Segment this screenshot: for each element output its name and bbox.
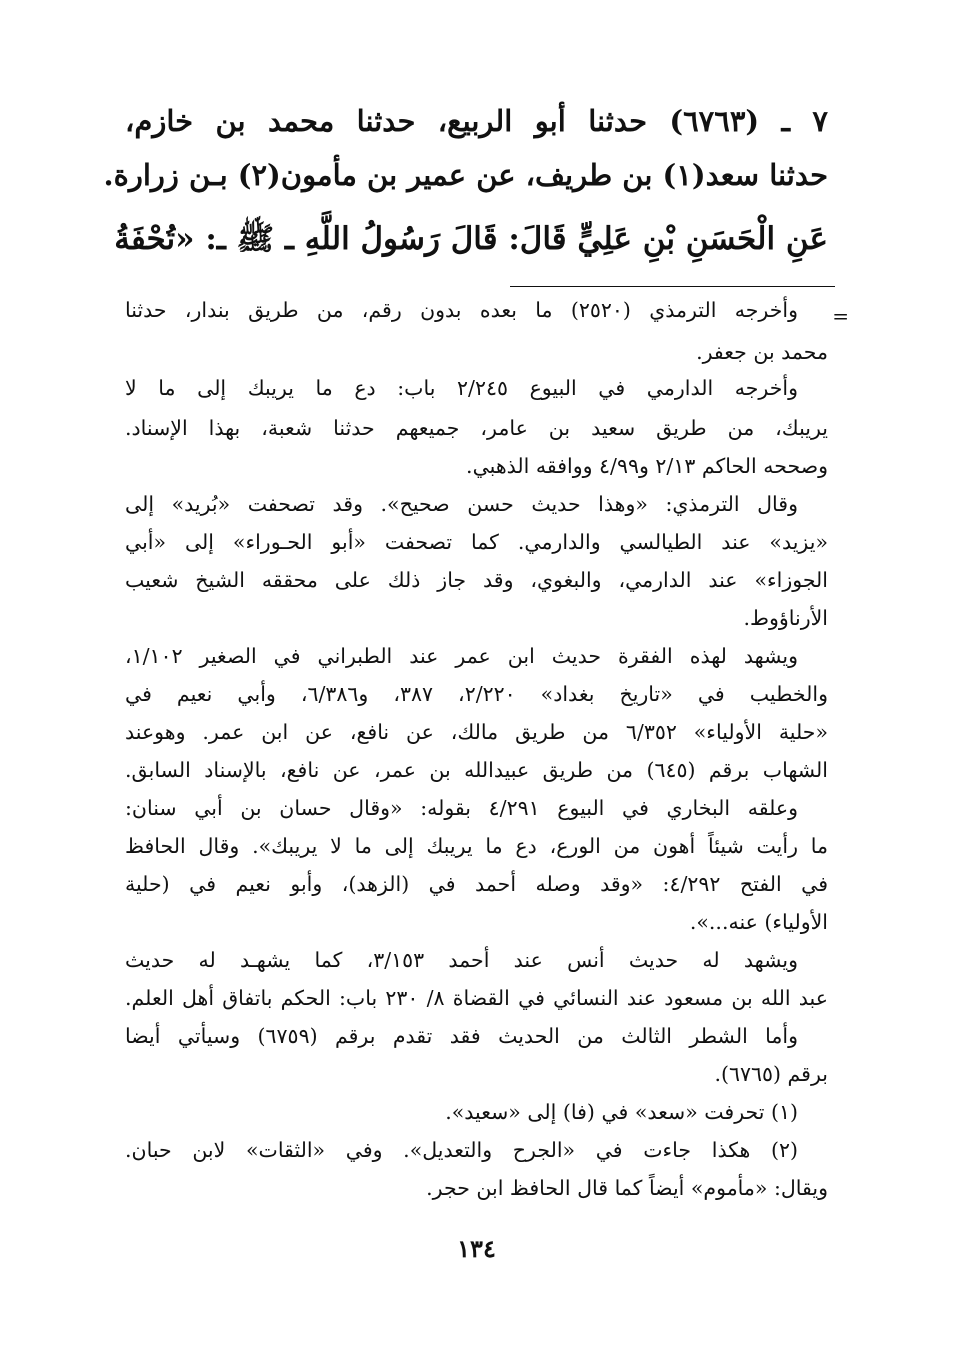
footnote-line: وقال الترمذي: «وهذا حديث حسن صحيح». وقد تصحفت «بُريد» إلى (125, 492, 798, 516)
footnote-line: يريبك، من طريق سعيد بن عامر، جميعهم حدثنا شعبة، بهذا الإسناد. (125, 416, 828, 440)
continuation-mark: = (832, 304, 849, 328)
footnote-line: الأولياء) عنه...». (689, 910, 828, 934)
footnote-line: وعلقه البخاري في البيوع ٤/٢٩١ بقوله: «وقال حسان بن أبي سنان: (125, 796, 799, 820)
hadith-text-line: عَنِ الْحَسَنِ بْنِ عَلِيٍّ قَالَ: قَالَ رَسُولُ اللَّهِ ـ ﷺ ـ: «تُحْفَةُ (114, 221, 828, 257)
footnote-line: ما رأيت شيئاً أهون من الورع، دع ما يريبك إلى ما لا يريبك». وقال الحافظ (125, 834, 828, 858)
footnote-line: وصححه الحاكم ٢/١٣ و٤/٩٩ ووافقه الذهبي. (466, 454, 828, 478)
footnote-separator-rule (510, 286, 835, 287)
footnote-line: «حلية الأولياء» ٦/٣٥٢ من طريق مالك، عن نافع، عن ابن عمر. وهوعند (125, 720, 828, 744)
footnote-line: في الفتح ٤/٢٩٢: «وقد وصله أحمد في (الزهد)، وأبو نعيم في (حلية (125, 872, 829, 896)
footnote-line: والخطيب في «تاريخ بغداد» ٢/٢٢٠، ٣٨٧، و٦/٣٨٦، وأبي نعيم في (125, 682, 828, 706)
footnote-line: ويشهد له حديث أنس عند أحمد ٣/١٥٣، كما يشهـد له حديث (125, 948, 798, 972)
footnote-line: «يزيد» عند الطيالسي والدارمي. كما تصحفت «أبو الحـوراء» إلى «أبي (125, 530, 828, 554)
footnote-line: وأخرجه الدارمي في البيوع ٢/٢٤٥ باب: دع ما يريبك إلى ما لا (125, 376, 798, 400)
footnote-line: وأما الشطر الثالث من الحديث فقد تقدم برقم (٦٧٥٩) وسيأتي أيضا (125, 1024, 798, 1048)
footnote-1: (١) تحرفت «سعد» في (فا) إلى «سعيد». (445, 1100, 798, 1124)
footnote-2-continuation: ويقال: «مأموم» أيضاً كما قال الحافظ ابن حجر. (426, 1176, 828, 1200)
footnote-line: ويشهد لهذه الفقرة حديث ابن عمر عند الطبراني في الصغير ١/١٠٢، (125, 644, 798, 668)
footnote-line: محمد بن جعفر. (696, 340, 828, 364)
footnote-line: الشهاب برقم (٦٤٥) من طريق عبيدالله بن عمر، عن نافع، بالإسناد السابق. (125, 758, 828, 782)
page-number: ١٣٤ (457, 1234, 496, 1263)
footnote-line: وأخرجه الترمذي (٢٥٢٠) ما بعده بدون رقم، من طريق بندار، حدثنا (125, 298, 799, 322)
main-text-line-2: حدثنا سعد(١) بن طريف، عن عمير بن مأمون(٢) بـن زرارة. (103, 158, 828, 192)
main-text-line-1: ٧ ـ (٦٧٦٣) حدثنا أبو الربيع، حدثنا محمد بن خازم، (125, 104, 828, 138)
footnote-line: الجوزاء» عند الدارمي، والبغوي، وقد جاز ذلك على محققه الشيخ شعيب (125, 568, 828, 592)
footnote-line: برقم (٦٧٦٥). (714, 1062, 828, 1086)
footnote-2: (٢) هكذا جاءت في «الجرح والتعديل». وفي «الثقات» لابن حبان. (125, 1138, 798, 1162)
footnote-line: عبد الله بن مسعود عند النسائي في القضاة ٨/ ٢٣٠ باب: الحكم باتفاق أهل العلم. (125, 986, 828, 1010)
footnote-line: الأرناؤوط. (743, 606, 828, 630)
